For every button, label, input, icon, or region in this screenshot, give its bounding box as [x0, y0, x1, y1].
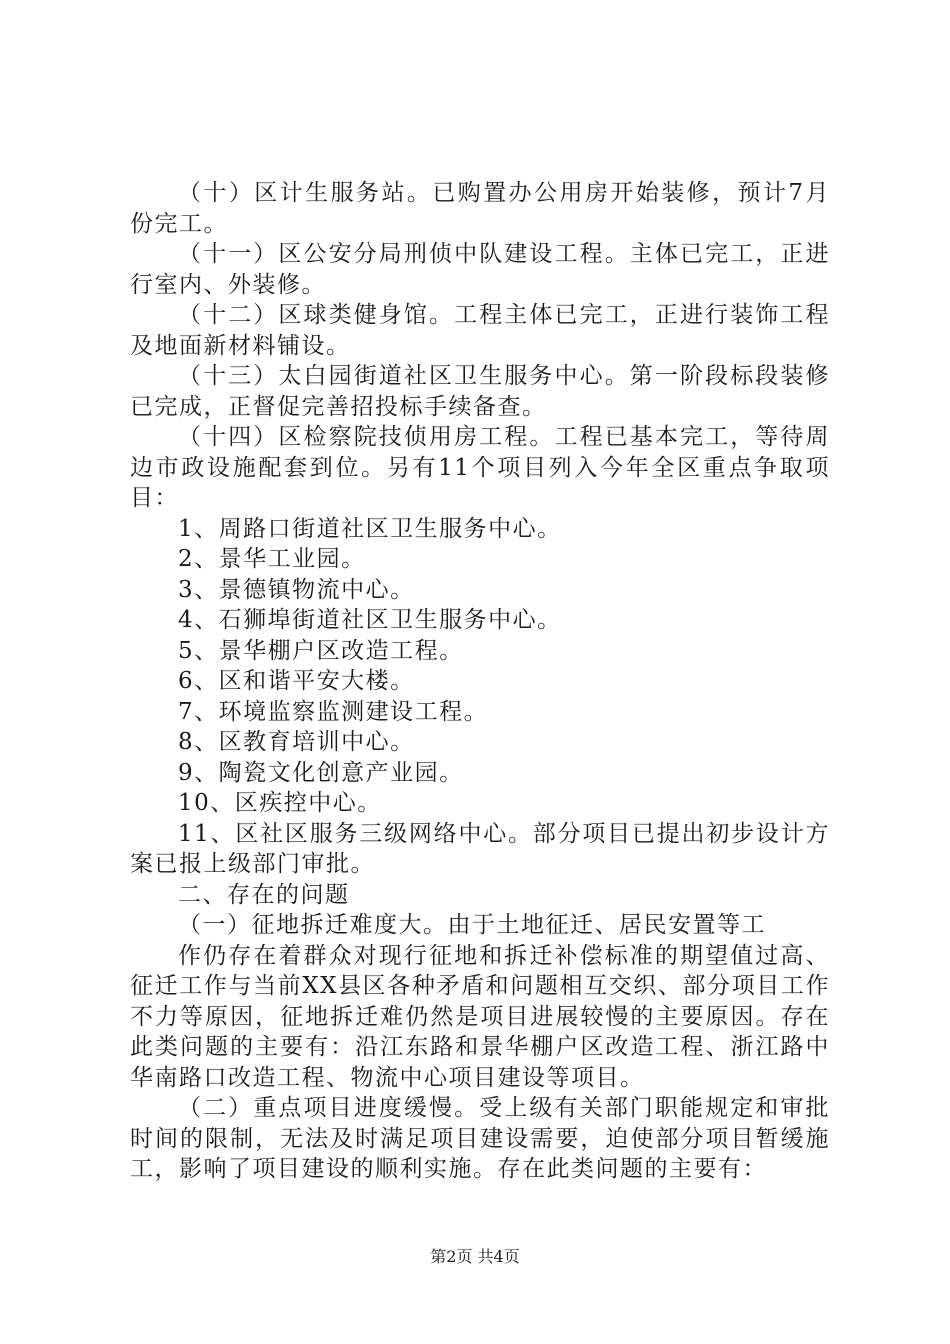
list-item: 4、石狮埠街道社区卫生服务中心。: [178, 607, 562, 633]
list-item: 5、景华棚户区改造工程。: [178, 637, 464, 664]
list-item: 11、区社区服务三级网络中心。部分项目已提出初步设计方案已报上级部门审批。: [130, 820, 830, 877]
list-item: 7、环境监察监测建设工程。: [178, 698, 489, 725]
list-item: 3、景德镇物流中心。: [178, 576, 415, 603]
page-footer: 第2页 共4页: [430, 1247, 520, 1266]
document-body: [130, 178, 830, 1185]
list-item: 8、区教育培训中心。: [178, 729, 415, 755]
list-item: 1、周路口街道社区卫生服务中心。: [178, 515, 562, 542]
section-heading: 二、存在的问题: [178, 881, 350, 908]
list-item: 9、陶瓷文化创意产业园。: [178, 759, 464, 786]
paragraph: （十三）太白园街道社区卫生服务中心。第一阶段标段装修已完成，正督促完善招投标手续备查。: [130, 363, 830, 420]
paragraph: （十一）区公安分局刑侦中队建设工程。主体已完工，正进行室内、外装修。: [130, 241, 830, 298]
paragraph: （十）区计生服务站。已购置办公用房开始装修，预计7月份完工。: [130, 180, 830, 237]
list-item: 6、区和谐平安大楼。: [178, 668, 415, 694]
list-item: 2、景华工业园。: [178, 546, 366, 572]
list-item: 10、区疾控中心。: [178, 790, 382, 816]
paragraph: （十二）区球类健身馆。工程主体已完工，正进行装饰工程及地面新材料铺设。: [130, 302, 830, 359]
paragraph: （二）重点项目进度缓慢。受上级有关部门职能规定和审批时间的限制，无法及时满足项目建设需要，迫使部分项目暂缓施工，影响了项目建设的顺利实施。存在此类问题的主要有：: [130, 1095, 830, 1182]
paragraph: 作仍存在着群众对现行征地和拆迁补偿标准的期望值过高、征迁工作与当前XX县区各种矛盾和问题相互交织、部分项目工作不力等原因，征地拆迁难仍然是项目进展较慢的主要原因。存在此类问题的主要有：沿江东路和景华棚户区改造工程、浙江路中华南路口改造工程、物流中心项目建设等项目。: [130, 942, 830, 1091]
paragraph: （十四）区检察院技侦用房工程。工程已基本完工，等待周边市政设施配套到位。另有11个项目列入今年全区重点争取项目：: [130, 424, 830, 511]
paragraph: （一）征地拆迁难度大。由于土地征迁、居民安置等工: [178, 912, 766, 938]
